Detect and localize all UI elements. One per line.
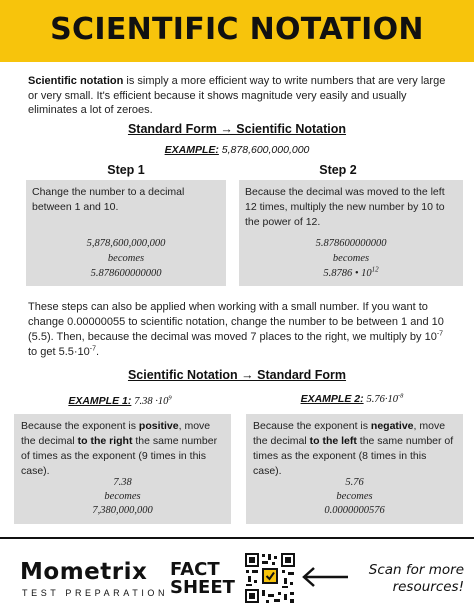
- step2-title: Step 2: [319, 163, 357, 177]
- middle-text-b: to get 5.5·10: [28, 346, 90, 358]
- example2-value: [367, 394, 404, 405]
- example1-value-exp: 9: [168, 394, 172, 402]
- middle-text-c: .: [96, 346, 100, 358]
- step1-box: [26, 180, 226, 286]
- example1-bold-a: positive: [138, 420, 179, 432]
- example2-math-line1: 5.76: [345, 477, 364, 488]
- example1-text-b: , move the decimal: [21, 420, 211, 447]
- intro-paragraph: [28, 74, 448, 118]
- fact-line2: SHEET: [170, 577, 235, 598]
- mometrix-logo: Mometrix: [20, 559, 148, 585]
- scan-line1: Scan for more: [368, 562, 464, 578]
- fact-line1: FACT: [170, 559, 220, 580]
- middle-text-a: These steps can also be applied when working with a small number. If you want to change 0.00000055 to scientific notation, change the number to be between 1 and 10 (5.5). Then, because the decimal was moved 7 places to the right, we multiply by 10: [28, 301, 444, 343]
- fact-sheet-label: [170, 561, 235, 597]
- example2-math-line3: 0.0000000576: [324, 505, 385, 516]
- example2-math-line2: becomes: [336, 491, 373, 502]
- step1-math-line1: 5,878,600,000,000: [86, 238, 166, 249]
- example1-math-line2: becomes: [104, 491, 141, 502]
- example2-text-c: the same number of times as the exponent (8 times in this case).: [253, 435, 454, 477]
- example1-bold-b: to the right: [77, 435, 133, 447]
- example1-text-a: Because the exponent is: [21, 420, 139, 432]
- step2-math-exp: 12: [371, 265, 379, 274]
- scan-prompt: [354, 562, 464, 596]
- example2-text: [253, 419, 457, 479]
- step2-math-line1: 5.878600000000: [315, 238, 387, 249]
- small-number-paragraph: [28, 300, 452, 360]
- step1-math-line3: 5.878600000000: [90, 268, 162, 279]
- example1-text-c: the same number of times as the exponent (9 times in this case).: [21, 435, 218, 477]
- example1-box: [14, 414, 231, 524]
- section1-example-label: EXAMPLE:: [164, 144, 219, 156]
- middle-exp-a: -7: [436, 330, 444, 338]
- example2-box: [246, 414, 463, 524]
- section1-example-value: 5,878,600,000,000: [221, 144, 310, 156]
- step2-text: Because the decimal was moved to the left 12 times, multiply the new number by 10 to the power of 12.: [245, 186, 445, 228]
- step1-title: Step 1: [107, 163, 145, 177]
- section2-title: Scientific Notation → Standard Form: [127, 368, 347, 382]
- example1-math-line3: 7,380,000,000: [92, 505, 153, 516]
- example2-value-base: 5.76·10: [366, 394, 398, 405]
- arrow-left-icon: [300, 565, 350, 589]
- step1-math-line2: becomes: [107, 253, 145, 264]
- example2-bold-b: to the left: [309, 435, 357, 447]
- scan-line2: resources!: [392, 579, 464, 595]
- middle-exp-b: -7: [89, 345, 97, 353]
- example1-value: [134, 396, 171, 407]
- step2-math-base: 5.8786 • 10: [323, 268, 372, 279]
- example2-heading: [242, 393, 462, 405]
- step2-box: [239, 180, 463, 286]
- example2-text-b: , move the decimal: [253, 420, 446, 447]
- example1-math-line1: 7.38: [113, 477, 132, 488]
- example1-heading: [10, 395, 230, 407]
- qr-code-icon[interactable]: [244, 552, 296, 604]
- step2-math-line3: [239, 266, 463, 281]
- section1-title: Standard Form → Scientific Notation: [127, 122, 347, 136]
- footer-divider: [0, 537, 474, 539]
- example1-text: [21, 419, 225, 479]
- intro-term: Scientific notation: [28, 75, 124, 87]
- example2-label: EXAMPLE 2:: [300, 393, 364, 405]
- example1-value-base: 7.38 ·10: [134, 396, 169, 407]
- logo-subtitle: TEST PREPARATION: [22, 588, 169, 598]
- step2-math-line2: becomes: [332, 253, 370, 264]
- example2-text-a: Because the exponent is: [253, 420, 371, 432]
- intro-text: is simply a more efficient way to write numbers that are very large or very small. It's efficient because it shows magnitude very easily and usually eliminates a lot of zeroes.: [28, 75, 446, 116]
- example2-value-exp: -8: [398, 392, 404, 400]
- example1-label: EXAMPLE 1:: [68, 395, 132, 407]
- step1-text: Change the number to a decimal between 1 and 10.: [32, 186, 185, 213]
- section1-example: [0, 144, 474, 156]
- example2-bold-a: negative: [370, 420, 414, 432]
- page-title: SCIENTIFIC NOTATION: [50, 12, 424, 47]
